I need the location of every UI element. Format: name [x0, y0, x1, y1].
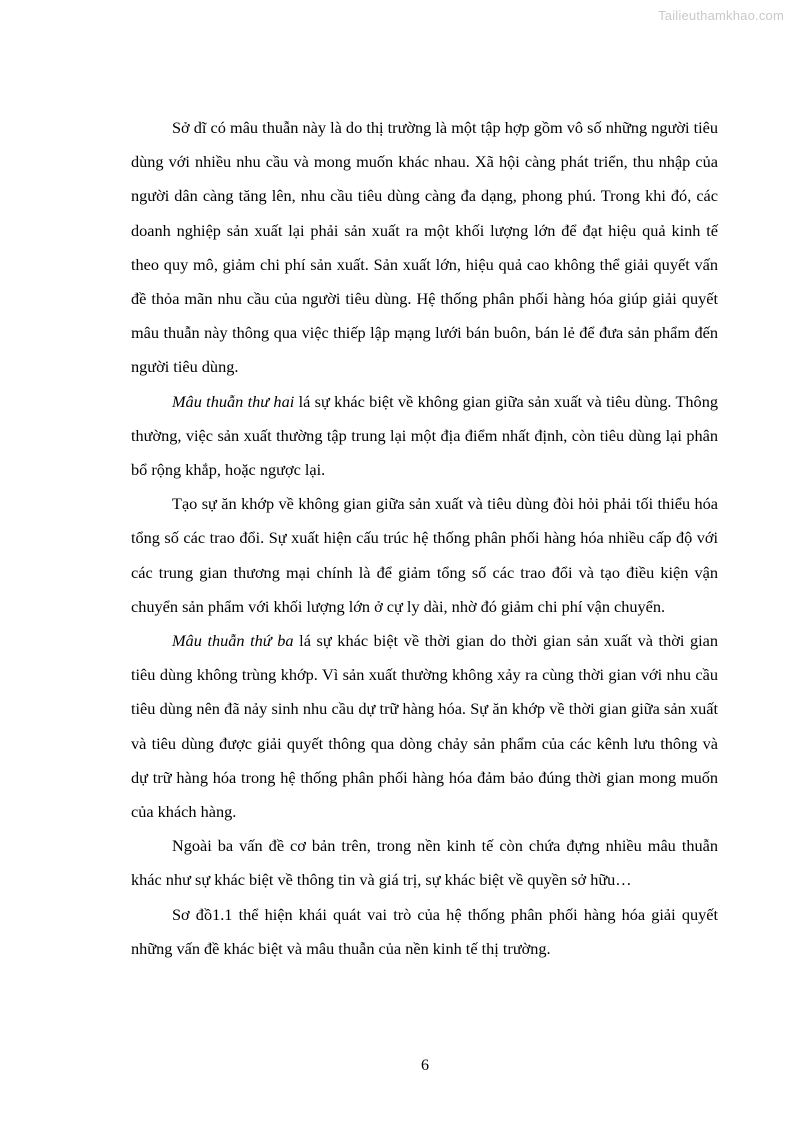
watermark-text: Tailieuthamkhao.com: [658, 8, 784, 23]
paragraph-2: [131, 385, 718, 488]
paragraph-2-emphasis: Mâu thuẫn thư hai: [172, 391, 295, 411]
paragraph-4-emphasis: Mâu thuẫn thứ ba: [172, 631, 294, 651]
paragraph-2-text: lá sự khác biệt về không gian giữa sản xuất và tiêu dùng. Thông thường, việc sản xuất thường tập trung lại một địa điểm nhất định, còn tiêu dùng lại phân bổ rộng khắp, hoặc ngược lại.: [131, 391, 718, 480]
paragraph-6: Sơ đồ1.1 thể hiện khái quát vai trò của hệ thống phân phối hàng hóa giải quyết những vấn đề khác biệt và mâu thuẫn của nền kinh tế thị trường.: [131, 904, 718, 958]
paragraph-3: Tạo sự ăn khớp về không gian giữa sản xuất và tiêu dùng đòi hỏi phải tối thiểu hóa tổng số các trao đổi. Sự xuất hiện cấu trúc hệ thống phân phối hàng hóa nhiều cấp độ với các trung gian thương mại chính là để giảm tổng số các trao đổi và tạo điều kiện vận chuyển sản phẩm với khối lượng lớn ở cự ly dài, nhờ đó giảm chi phí vận chuyển.: [131, 494, 718, 616]
paragraph-1: Sở dĩ có mâu thuẫn này là do thị trường là một tập hợp gồm vô số những người tiêu dùng với nhiều nhu cầu và mong muốn khác nhau. Xã hội càng phát triển, thu nhập của người dân càng tăng lên, nhu cầu tiêu dùng càng đa dạng, phong phú. Trong khi đó, các doanh nghiệp sản xuất lại phải sản xuất ra một khối lượng lớn để đạt hiệu quả kinh tế theo quy mô, giảm chi phí sản xuất. Sản xuất lớn, hiệu quả cao không thể giải quyết vấn đề thỏa mãn nhu cầu của người tiêu dùng. Hệ thống phân phối hàng hóa giúp giải quyết mâu thuẫn này thông qua việc thiếp lập mạng lưới bán buôn, bán lẻ để đưa sản phẩm đến người tiêu dùng.: [131, 118, 718, 377]
page-number: 6: [421, 1057, 429, 1074]
paragraph-5: Ngoài ba vấn đề cơ bản trên, trong nền kinh tế còn chứa đựng nhiều mâu thuẫn khác như sự khác biệt về thông tin và giá trị, sự khác biệt về quyền sở hữu…: [131, 836, 718, 890]
document-body: [131, 111, 718, 966]
paragraph-4-text: lá sự khác biệt về thời gian do thời gian sản xuất và thời gian tiêu dùng không trùng khớp. Vì sản xuất thường không xảy ra cùng thời gian với nhu cầu tiêu dùng nên đã nảy sinh nhu cầu dự trữ hàng hóa. Sự ăn khớp về thời gian giữa sản xuất và tiêu dùng được giải quyết thông qua dòng chảy sản phẩm của các kênh lưu thông và dự trữ hàng hóa trong hệ thống phân phối hàng hóa đảm bảo đúng thời gian mong muốn của khách hàng.: [131, 631, 718, 822]
paragraph-4: [131, 624, 718, 829]
